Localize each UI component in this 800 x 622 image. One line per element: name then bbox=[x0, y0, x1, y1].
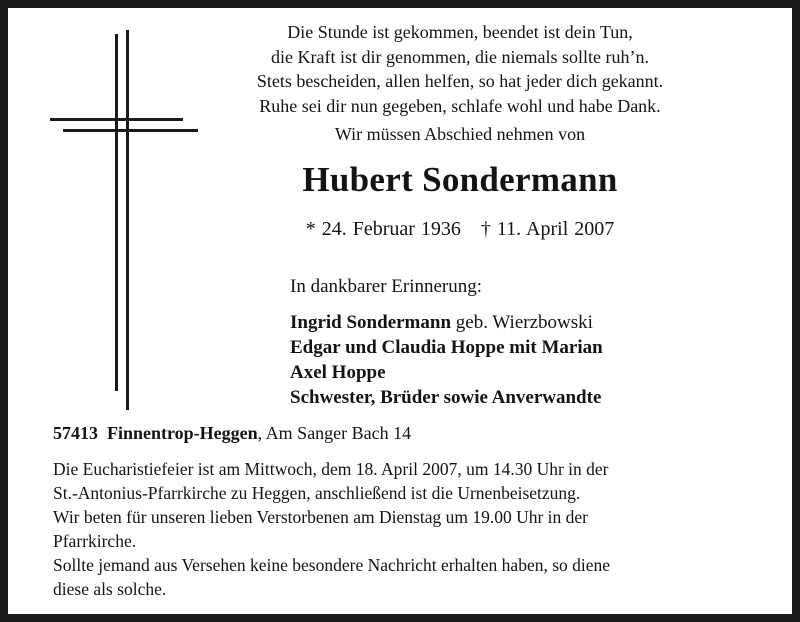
life-dates bbox=[221, 218, 699, 241]
poem-line: Ruhe sei dir nun gegeben, schlafe wohl und habe Dank. bbox=[259, 95, 661, 116]
cross-horizontal-bar-offset bbox=[63, 129, 198, 132]
info-line: Wir beten für unseren lieben Verstorbenen am Dienstag um 19.00 Uhr in der bbox=[53, 507, 588, 527]
info-line: diese als solche. bbox=[53, 579, 167, 599]
family-name-primary: Ingrid Sondermann bbox=[290, 312, 452, 333]
poem bbox=[221, 20, 699, 118]
cross-vertical-bar-offset bbox=[126, 30, 129, 410]
death-date: † 11. April 2007 bbox=[480, 218, 615, 240]
street: , Am Sanger Bach 14 bbox=[257, 423, 412, 443]
address bbox=[53, 423, 411, 444]
family-line bbox=[290, 360, 603, 385]
info-line: Sollte jemand aus Versehen keine besondere Nachricht erhalten haben, so diene bbox=[53, 555, 611, 575]
family-line bbox=[290, 385, 603, 410]
service-info bbox=[53, 457, 743, 601]
cross-horizontal-bar bbox=[50, 118, 183, 121]
poem-line: die Kraft ist dir genommen, die niemals sollte ruh’n. bbox=[271, 46, 649, 67]
postal-code: 57413 bbox=[53, 423, 98, 443]
poem-line: Die Stunde ist gekommen, beendet ist dein Tun, bbox=[287, 22, 633, 42]
farewell-intro: Wir müssen Abschied nehmen von bbox=[334, 124, 586, 144]
family-name: Schwester, Brüder sowie Anverwandte bbox=[290, 387, 602, 408]
family-name: Edgar und Claudia Hoppe mit Marian bbox=[290, 337, 603, 358]
family-list bbox=[290, 310, 603, 410]
birth-date: * 24. Februar 1936 bbox=[305, 218, 461, 240]
family-line bbox=[290, 335, 603, 360]
family-name: Axel Hoppe bbox=[290, 362, 386, 383]
town: Finnentrop-Heggen bbox=[107, 423, 258, 443]
deceased-name: Hubert Sondermann bbox=[302, 160, 618, 199]
poem-line: Stets bescheiden, allen helfen, so hat jeder dich gekannt. bbox=[256, 71, 664, 91]
cross-vertical-bar bbox=[115, 34, 118, 391]
family-line bbox=[290, 310, 603, 335]
info-line: St.-Antonius-Pfarrkirche zu Heggen, anschließend ist die Urnenbeisetzung. bbox=[53, 483, 581, 503]
info-line: Pfarrkirche. bbox=[53, 531, 137, 551]
info-line: Die Eucharistiefeier ist am Mittwoch, dem 18. April 2007, um 14.30 Uhr in der bbox=[53, 459, 609, 479]
family-name-maiden: geb. Wierzbowski bbox=[451, 312, 593, 333]
memory-heading: In dankbarer Erinnerung: bbox=[290, 276, 483, 297]
